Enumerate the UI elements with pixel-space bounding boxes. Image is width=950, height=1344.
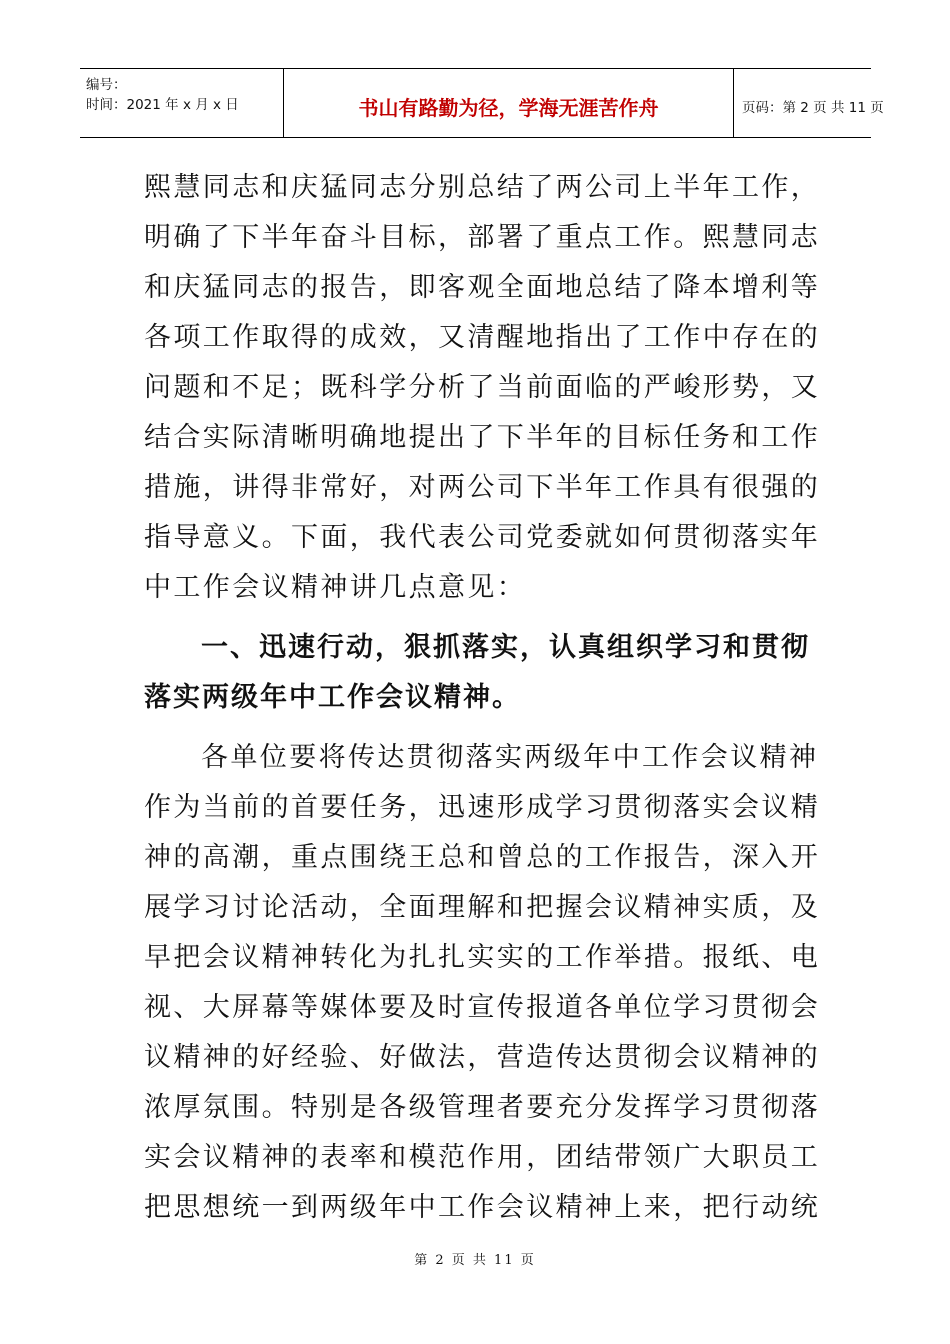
- text-line: 各项工作取得的成效，又清醒地指出了工作中存在的: [144, 322, 821, 353]
- text-line: 指导意义。下面，我代表公司党委就如何贯彻落实年: [144, 522, 821, 553]
- paragraph-1: [144, 163, 821, 613]
- text-line: 中工作会议精神讲几点意见：: [144, 572, 527, 603]
- page-footer: [0, 1249, 950, 1268]
- text-line: 和庆猛同志的报告，即客观全面地总结了降本增利等: [144, 272, 821, 303]
- paragraph-2: [144, 733, 821, 1233]
- text-line: 实会议精神的表率和模范作用，团结带领广大职员工: [144, 1142, 821, 1173]
- page-header: [80, 68, 884, 138]
- text-line: 熙慧同志和庆猛同志分别总结了两公司上半年工作，: [144, 172, 821, 203]
- header-info-cell: [80, 69, 284, 137]
- page-number-label: 页码：第 2 页 共 11 页: [742, 100, 884, 116]
- text-line: 结合实际清晰明确地提出了下半年的目标任务和工作: [144, 422, 821, 453]
- heading-line: 落实两级年中工作会议精神。: [144, 682, 521, 713]
- footer-page-number: 第 2 页 共 11 页: [414, 1253, 536, 1268]
- header-motto-cell: [284, 69, 734, 137]
- text-line: 问题和不足；既科学分析了当前面临的严峻形势，又: [144, 372, 821, 403]
- motto-text: 书山有路勤为径，学海无涯苦作舟: [358, 96, 659, 120]
- header-page-cell: [734, 69, 884, 137]
- text-line: 措施，讲得非常好，对两公司下半年工作具有很强的: [144, 472, 821, 503]
- time-label: 时间：2021 年 x 月 x 日: [86, 97, 239, 113]
- heading-line: 一、迅速行动，狠抓落实，认真组织学习和贯彻: [201, 632, 810, 663]
- text-line: 视、大屏幕等媒体要及时宣传报道各单位学习贯彻会: [144, 992, 821, 1023]
- text-line: 展学习讨论活动，全面理解和把握会议精神实质，及: [144, 892, 821, 923]
- text-line: 早把会议精神转化为扎扎实实的工作举措。报纸、电: [144, 942, 821, 973]
- text-line: 明确了下半年奋斗目标，部署了重点工作。熙慧同志: [144, 222, 821, 253]
- text-line: 议精神的好经验、好做法，营造传达贯彻会议精神的: [144, 1042, 821, 1073]
- text-line: 作为当前的首要任务，迅速形成学习贯彻落实会议精: [144, 792, 821, 823]
- text-line: 神的高潮，重点围绕王总和曾总的工作报告，深入开: [144, 842, 821, 873]
- text-line: 把思想统一到两级年中工作会议精神上来，把行动统: [144, 1192, 821, 1223]
- document-body: [144, 163, 821, 1233]
- number-label: 编号：: [86, 77, 127, 93]
- section-heading-1: [144, 623, 808, 723]
- text-line: 浓厚氛围。特别是各级管理者要充分发挥学习贯彻落: [144, 1092, 821, 1123]
- text-line: 各单位要将传达贯彻落实两级年中工作会议精神: [201, 742, 819, 773]
